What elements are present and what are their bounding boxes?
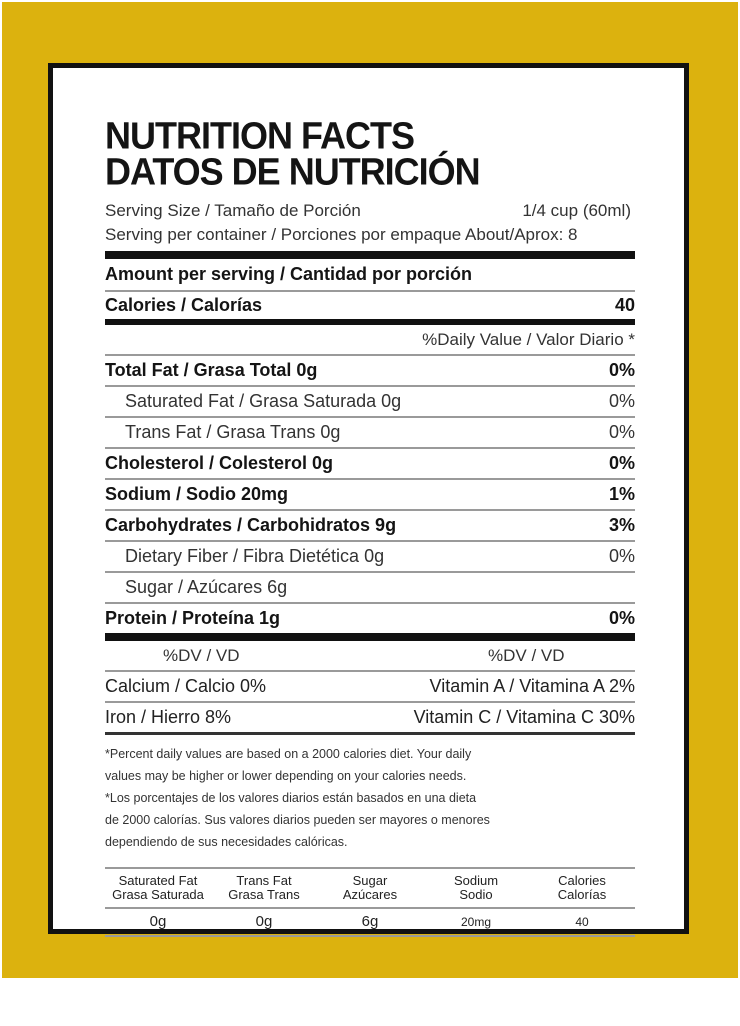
nutrient-row-saturated-fat <box>105 387 635 418</box>
summary-header-en: Calories <box>558 873 606 888</box>
nutrition-label <box>105 113 635 937</box>
vitamins-header-left: %DV / VD <box>163 645 240 665</box>
nutrient-dv: 0% <box>608 546 635 566</box>
summary-header-cell <box>211 874 317 902</box>
amount-per-serving: Amount per serving / Cantidad por porción <box>105 259 635 292</box>
nutrient-dv: 0% <box>608 608 635 628</box>
vitamin-right: Vitamin A / Vitamina A 2% <box>429 676 635 696</box>
footnote-line: values may be higher or lower depending on your calories needs. <box>105 769 467 783</box>
summary-value: 0g <box>255 913 273 930</box>
summary-header-es: Grasa Saturada <box>112 887 204 902</box>
daily-value-header-text: %Daily Value / Valor Diario * <box>422 329 635 349</box>
summary-header-row <box>105 867 635 909</box>
nutrient-label: Sugar / Azúcares 6g <box>125 577 288 597</box>
summary-value: 6g <box>361 913 379 930</box>
vitamin-left: Iron / Hierro 8% <box>105 707 232 727</box>
calories-value: 40 <box>614 295 635 315</box>
nutrient-label: Trans Fat / Grasa Trans 0g <box>125 422 341 442</box>
title-spanish: DATOS DE NUTRICIÓN <box>105 149 480 193</box>
footnote-line: *Percent daily values are based on a 2000 calories diet. Your daily <box>105 747 472 761</box>
summary-header-en: Saturated Fat <box>118 873 198 888</box>
nutrient-dv: 1% <box>608 484 635 504</box>
nutrient-row-sugar <box>105 573 635 604</box>
summary-header-cell <box>105 874 211 902</box>
serving-size-label: Serving Size / Tamaño de Porción <box>105 201 361 220</box>
summary-header-es: Azúcares <box>342 887 398 902</box>
footnote-line: *Los porcentajes de los valores diarios están basados en una dieta <box>105 791 477 805</box>
calories-label: Calories / Calorías <box>105 295 263 315</box>
serving-size-value: 1/4 cup (60ml) <box>522 201 631 220</box>
summary-value: 40 <box>575 915 589 929</box>
nutrient-dv: 3% <box>608 515 635 535</box>
nutrient-row-dietary-fiber <box>105 542 635 573</box>
vitamin-right: Vitamin C / Vitamina C 30% <box>413 707 635 727</box>
title-english: NUTRITION FACTS <box>105 113 414 157</box>
nutrient-dv: 0% <box>608 453 635 473</box>
summary-header-cell <box>317 874 423 902</box>
footnote-line: dependiendo de sus necesidades calóricas. <box>105 835 348 849</box>
serving-info <box>105 199 635 247</box>
vitamin-row <box>105 703 635 735</box>
nutrient-label: Carbohydrates / Carbohidratos 9g <box>105 515 397 535</box>
summary-value: 0g <box>149 913 167 930</box>
footnote <box>105 743 635 853</box>
summary-value: 20mg <box>460 915 492 929</box>
nutrient-row-trans-fat <box>105 418 635 449</box>
summary-header-en: Trans Fat <box>236 873 292 888</box>
summary-header-cell <box>423 874 529 902</box>
nutrient-label: Dietary Fiber / Fibra Dietética 0g <box>125 546 385 566</box>
nutrient-row-protein <box>105 604 635 641</box>
summary-values-row <box>105 909 635 937</box>
nutrient-label: Total Fat / Grasa Total 0g <box>105 360 318 380</box>
summary-header-en: Sodium <box>453 873 499 888</box>
nutrient-row-cholesterol <box>105 449 635 480</box>
nutrient-dv: 0% <box>608 422 635 442</box>
summary-header-es: Grasa Trans <box>228 887 300 902</box>
vitamins-header <box>105 641 635 672</box>
nutrient-label: Sodium / Sodio 20mg <box>105 484 289 504</box>
nutrient-label: Saturated Fat / Grasa Saturada 0g <box>125 391 402 411</box>
footnote-line: de 2000 calorías. Sus valores diarios pueden ser mayores o menores <box>105 813 490 827</box>
summary-header-es: Calorías <box>557 887 607 902</box>
summary-header-en: Sugar <box>352 873 388 888</box>
nutrient-row-carbohydrates <box>105 511 635 542</box>
summary-header-cell <box>529 874 635 902</box>
summary-table <box>105 867 635 937</box>
vitamins-header-right: %DV / VD <box>488 645 565 665</box>
servings-per-container: Serving per container / Porciones por empaque About/Aprox: 8 <box>105 225 578 244</box>
nutrition-panel <box>48 63 689 934</box>
nutrient-row-total-fat <box>105 356 635 387</box>
nutrient-dv: 0% <box>608 391 635 411</box>
nutrient-label: Protein / Proteína 1g <box>105 608 281 628</box>
nutrient-dv: 0% <box>608 360 635 380</box>
vitamin-left: Calcium / Calcio 0% <box>105 676 267 696</box>
calories-row <box>105 292 635 325</box>
divider-thick <box>105 251 635 259</box>
nutrient-label: Cholesterol / Colesterol 0g <box>105 453 334 473</box>
summary-header-es: Sodio <box>459 887 493 902</box>
nutrient-row-sodium <box>105 480 635 511</box>
vitamin-row <box>105 672 635 703</box>
daily-value-header <box>105 325 635 356</box>
